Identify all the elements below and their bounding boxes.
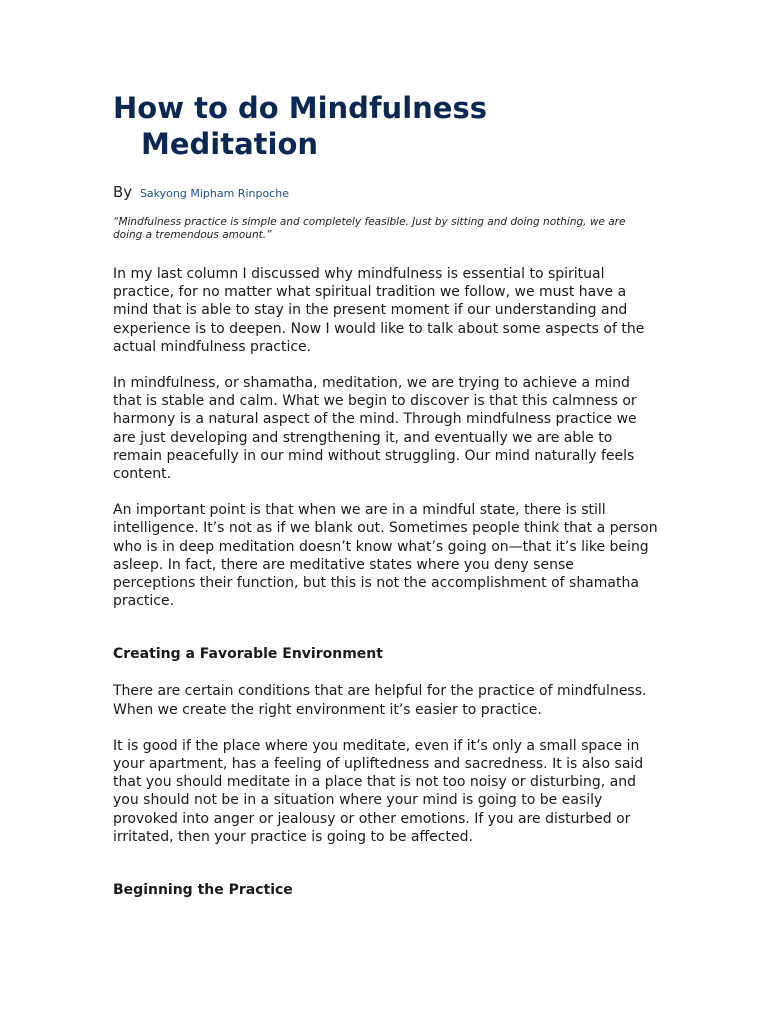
byline <box>113 183 658 203</box>
section-heading-environment: Creating a Favorable Environment <box>113 646 383 663</box>
paragraph-3: An important point is that when we are in a mindful state, there is still intelligence. It’s not as if we blank out. Sometimes people think that a person who is in deep meditation doesn’t know what’s going on—that it’s like being asleep. In fact, there are meditative states where you deny sense perceptions their function, but this is not the accomplishment of shamatha practice. <box>113 502 658 610</box>
paragraph-5: It is good if the place where you meditate, even if it’s only a small space in your apartment, has a feeling of upliftedness and sacredness. It is also said that you should meditate in a place that is not too noisy or disturbing, and you should not be in a situation where your mind is going to be easily provoked into anger or jealousy or other emotions. If you are disturbed or irritated, then your practice is going to be affected. <box>113 737 644 845</box>
title-line-2: Meditation <box>141 127 319 161</box>
author-link[interactable]: Sakyong Mipham Rinpoche <box>139 187 289 200</box>
section-heading-beginning: Beginning the Practice <box>113 882 293 899</box>
byline-prefix: By <box>113 183 133 201</box>
title-line-1: How to do Mindfulness <box>113 91 487 125</box>
page-title <box>113 90 658 162</box>
article <box>113 90 658 899</box>
paragraph-4: There are certain conditions that are helpful for the practice of mindfulness. When we create the right environment it’s easier to practice. <box>113 683 647 718</box>
paragraph-2: In mindfulness, or shamatha, meditation, we are trying to achieve a mind that is stable and calm. What we begin to discover is that this calmness or harmony is a natural aspect of the mind. Through mindfulness practice we are just developing and strengthening it, and eventually we are able to remain peacefully in our mind without struggling. Our mind naturally feels content. <box>113 375 637 483</box>
pull-quote: “Mindfulness practice is simple and completely feasible. Just by sitting and doing nothing, we are doing a tremendous amount.” <box>113 216 626 241</box>
paragraph-1: In my last column I discussed why mindfulness is essential to spiritual practice, for no matter what spiritual tradition we follow, we must have a mind that is able to stay in the present moment if our understanding and experience is to deepen. Now I would like to talk about some aspects of the actual mindfulness practice. <box>113 266 645 355</box>
